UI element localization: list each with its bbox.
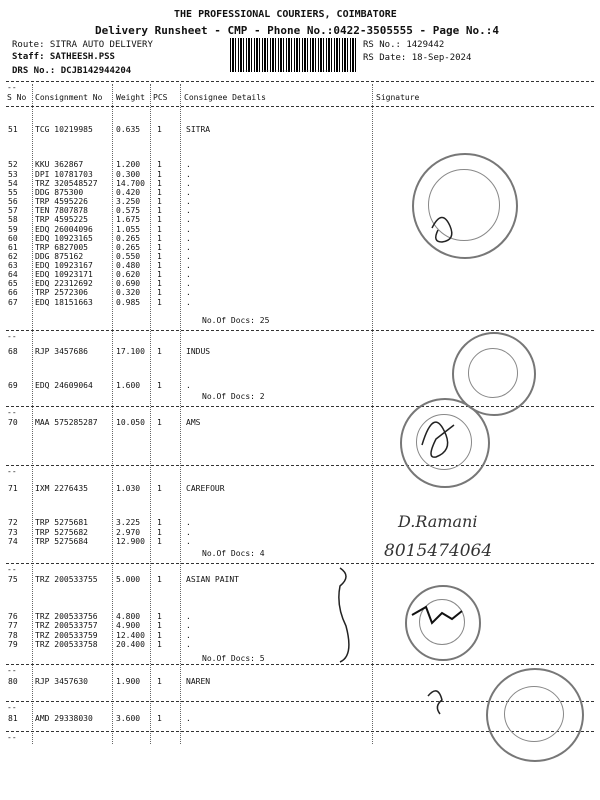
row-consignment-no: EDQ 10923171 <box>35 270 93 279</box>
row-consignment-no: IXM 2276435 <box>35 484 88 493</box>
col-header-weight: Weight <box>116 93 145 102</box>
row-consignment-no: EDQ 10923167 <box>35 261 93 270</box>
row-consignment-no: EDQ 18151663 <box>35 298 93 307</box>
row-pcs: 1 <box>157 270 162 279</box>
row-weight: 3.250 <box>116 197 141 206</box>
divider-mark: -- <box>7 733 17 742</box>
row-weight: 0.620 <box>116 270 141 279</box>
row-weight: 0.480 <box>116 261 141 270</box>
row-dot: . <box>186 537 191 546</box>
row-dot: . <box>186 640 191 649</box>
row-consignment-no: TRZ 200533759 <box>35 631 98 640</box>
row-weight: 0.300 <box>116 170 141 179</box>
row-pcs: 1 <box>157 612 162 621</box>
consignee-name: INDUS <box>186 347 211 356</box>
row-weight: 1.900 <box>116 677 141 686</box>
row-pcs: 1 <box>157 575 162 584</box>
row-pcs: 1 <box>157 381 162 390</box>
row-sno: 52 <box>8 160 18 169</box>
row-sno: 73 <box>8 528 18 537</box>
sitra-signature-mark <box>432 217 452 242</box>
carefour-receiver-name: D.Ramani <box>398 512 478 531</box>
row-dot: . <box>186 518 191 527</box>
row-sno: 66 <box>8 288 18 297</box>
row-pcs: 1 <box>157 261 162 270</box>
route-label: Route: SITRA AUTO DELIVERY <box>12 40 153 50</box>
row-sno: 75 <box>8 575 18 584</box>
row-sno: 76 <box>8 612 18 621</box>
row-sno: 69 <box>8 381 18 390</box>
row-consignment-no: EDQ 26004096 <box>35 225 93 234</box>
divider-mark: -- <box>7 83 17 92</box>
row-consignment-no: TRZ 200533758 <box>35 640 98 649</box>
row-sno: 74 <box>8 537 18 546</box>
row-weight: 3.600 <box>116 714 141 723</box>
row-weight: 17.100 <box>116 347 145 356</box>
row-pcs: 1 <box>157 188 162 197</box>
row-pcs: 1 <box>157 347 162 356</box>
row-weight: 12.400 <box>116 631 145 640</box>
rs-date: RS Date: 18-Sep-2024 <box>363 53 472 63</box>
row-dot: . <box>186 160 191 169</box>
no-of-docs: No.Of Docs: 5 <box>202 654 265 663</box>
row-dot: . <box>186 206 191 215</box>
row-sno: 60 <box>8 234 18 243</box>
row-pcs: 1 <box>157 243 162 252</box>
company-name: THE PROFESSIONAL COURIERS, COIMBATORE <box>174 9 397 20</box>
row-pcs: 1 <box>157 298 162 307</box>
carefour-receiver-phone: 8015474064 <box>384 541 493 561</box>
row-weight: 4.800 <box>116 612 141 621</box>
row-sno: 56 <box>8 197 18 206</box>
row-weight: 3.225 <box>116 518 141 527</box>
row-sno: 79 <box>8 640 18 649</box>
row-weight: 1.030 <box>116 484 141 493</box>
row-consignment-no: TRP 5275684 <box>35 537 88 546</box>
asian-paint-signature-mark <box>412 607 462 623</box>
row-sno: 70 <box>8 418 18 427</box>
row-dot: . <box>186 225 191 234</box>
row-dot: . <box>186 234 191 243</box>
divider-mark: -- <box>7 666 17 675</box>
row-weight: 12.900 <box>116 537 145 546</box>
row-pcs: 1 <box>157 225 162 234</box>
drs-number: DRS No.: DCJB142944204 <box>12 66 132 76</box>
rs-number: RS No.: 1429442 <box>363 40 445 50</box>
row-sno: 61 <box>8 243 18 252</box>
consignee-name: ASIAN PAINT <box>186 575 239 584</box>
row-pcs: 1 <box>157 418 162 427</box>
row-weight: 0.320 <box>116 288 141 297</box>
row-sno: 64 <box>8 270 18 279</box>
row-sno: 57 <box>8 206 18 215</box>
row-weight: 10.050 <box>116 418 145 427</box>
row-consignment-no: EDQ 22312692 <box>35 279 93 288</box>
row-consignment-no: TRZ 200533755 <box>35 575 98 584</box>
row-weight: 1.600 <box>116 381 141 390</box>
row-pcs: 1 <box>157 631 162 640</box>
ams-signature-mark <box>422 422 454 457</box>
row-pcs: 1 <box>157 518 162 527</box>
row-consignment-no: TRP 5275681 <box>35 518 88 527</box>
row-sno: 81 <box>8 714 18 723</box>
col-header-consignee: Consignee Details <box>184 93 266 102</box>
divider-mark: -- <box>7 565 17 574</box>
row-consignment-no: MAA 575285287 <box>35 418 98 427</box>
row-sno: 77 <box>8 621 18 630</box>
row-consignment-no: RJP 3457630 <box>35 677 88 686</box>
row-dot: . <box>186 714 191 723</box>
row-dot: . <box>186 381 191 390</box>
row-consignment-no: TRP 5275682 <box>35 528 88 537</box>
no-of-docs: No.Of Docs: 25 <box>202 316 270 325</box>
row-dot: . <box>186 279 191 288</box>
row-sno: 63 <box>8 261 18 270</box>
row-consignment-no: EDQ 10923165 <box>35 234 93 243</box>
row-sno: 71 <box>8 484 18 493</box>
row-sno: 80 <box>8 677 18 686</box>
divider-mark: -- <box>7 332 17 341</box>
staff-label: Staff: SATHEESH.PSS <box>12 52 115 62</box>
row-pcs: 1 <box>157 170 162 179</box>
row-dot: . <box>186 170 191 179</box>
row-weight: 0.550 <box>116 252 141 261</box>
row-sno: 67 <box>8 298 18 307</box>
row-dot: . <box>186 188 191 197</box>
row-weight: 0.265 <box>116 243 141 252</box>
row-sno: 53 <box>8 170 18 179</box>
runsheet-title: Delivery Runsheet - CMP - Phone No.:0422-3505555 - Page No.:4 <box>95 24 499 37</box>
row-pcs: 1 <box>157 640 162 649</box>
row-consignment-no: KKU 362867 <box>35 160 84 169</box>
row-dot: . <box>186 270 191 279</box>
row-weight: 4.900 <box>116 621 141 630</box>
row-dot: . <box>186 298 191 307</box>
no-of-docs: No.Of Docs: 2 <box>202 392 265 401</box>
row-dot: . <box>186 631 191 640</box>
row-weight: 14.700 <box>116 179 145 188</box>
row-weight: 0.265 <box>116 234 141 243</box>
row-weight: 20.400 <box>116 640 145 649</box>
row-dot: . <box>186 261 191 270</box>
row-pcs: 1 <box>157 621 162 630</box>
col-header-signature: Signature <box>376 93 420 102</box>
row-consignment-no: TRP 4595225 <box>35 215 88 224</box>
row-consignment-no: TRZ 200533757 <box>35 621 98 630</box>
row-consignment-no: DPI 10781703 <box>35 170 93 179</box>
row-dot: . <box>186 197 191 206</box>
row-sno: 62 <box>8 252 18 261</box>
row-dot: . <box>186 528 191 537</box>
row-pcs: 1 <box>157 279 162 288</box>
row-pcs: 1 <box>157 215 162 224</box>
row-pcs: 1 <box>157 252 162 261</box>
row-weight: 5.000 <box>116 575 141 584</box>
row-sno: 78 <box>8 631 18 640</box>
row-dot: . <box>186 612 191 621</box>
naren-signature-mark <box>428 691 442 714</box>
consignee-name: NAREN <box>186 677 211 686</box>
row-weight: 0.420 <box>116 188 141 197</box>
row-consignment-no: TRZ 200533756 <box>35 612 98 621</box>
consignee-name: SITRA <box>186 125 211 134</box>
consignee-name: AMS <box>186 418 201 427</box>
divider-mark: -- <box>7 703 17 712</box>
row-dot: . <box>186 252 191 261</box>
row-pcs: 1 <box>157 179 162 188</box>
row-dot: . <box>186 243 191 252</box>
row-weight: 1.675 <box>116 215 141 224</box>
row-sno: 65 <box>8 279 18 288</box>
row-consignment-no: TRP 2572306 <box>35 288 88 297</box>
row-sno: 59 <box>8 225 18 234</box>
row-sno: 55 <box>8 188 18 197</box>
row-pcs: 1 <box>157 125 162 134</box>
row-consignment-no: RJP 3457686 <box>35 347 88 356</box>
row-weight: 0.985 <box>116 298 141 307</box>
row-pcs: 1 <box>157 537 162 546</box>
row-consignment-no: EDQ 24609064 <box>35 381 93 390</box>
row-dot: . <box>186 288 191 297</box>
row-consignment-no: TRZ 320548527 <box>35 179 98 188</box>
row-consignment-no: DDG 875162 <box>35 252 84 261</box>
row-dot: . <box>186 621 191 630</box>
row-pcs: 1 <box>157 197 162 206</box>
row-weight: 0.635 <box>116 125 141 134</box>
asian-paint-bracket <box>339 568 349 662</box>
row-pcs: 1 <box>157 714 162 723</box>
row-consignment-no: DDG 875300 <box>35 188 84 197</box>
row-sno: 51 <box>8 125 18 134</box>
row-pcs: 1 <box>157 677 162 686</box>
row-consignment-no: TCG 10219985 <box>35 125 93 134</box>
row-dot: . <box>186 179 191 188</box>
row-dot: . <box>186 215 191 224</box>
row-weight: 2.970 <box>116 528 141 537</box>
row-consignment-no: TEN 7807878 <box>35 206 88 215</box>
row-pcs: 1 <box>157 206 162 215</box>
col-header-pcs: PCS <box>153 93 168 102</box>
divider-mark: -- <box>7 467 17 476</box>
row-sno: 68 <box>8 347 18 356</box>
row-pcs: 1 <box>157 528 162 537</box>
row-consignment-no: AMD 29338030 <box>35 714 93 723</box>
row-pcs: 1 <box>157 160 162 169</box>
row-weight: 0.575 <box>116 206 141 215</box>
row-weight: 1.055 <box>116 225 141 234</box>
row-weight: 1.200 <box>116 160 141 169</box>
consignee-name: CAREFOUR <box>186 484 225 493</box>
row-weight: 0.690 <box>116 279 141 288</box>
col-header-sno: S No <box>7 93 27 102</box>
no-of-docs: No.Of Docs: 4 <box>202 549 265 558</box>
divider-mark: -- <box>7 408 17 417</box>
row-pcs: 1 <box>157 288 162 297</box>
row-pcs: 1 <box>157 484 162 493</box>
col-header-consignment: Consignment No <box>35 93 103 102</box>
row-sno: 72 <box>8 518 18 527</box>
row-sno: 58 <box>8 215 18 224</box>
row-consignment-no: TRP 4595226 <box>35 197 88 206</box>
row-consignment-no: TRP 6827005 <box>35 243 88 252</box>
row-sno: 54 <box>8 179 18 188</box>
row-pcs: 1 <box>157 234 162 243</box>
